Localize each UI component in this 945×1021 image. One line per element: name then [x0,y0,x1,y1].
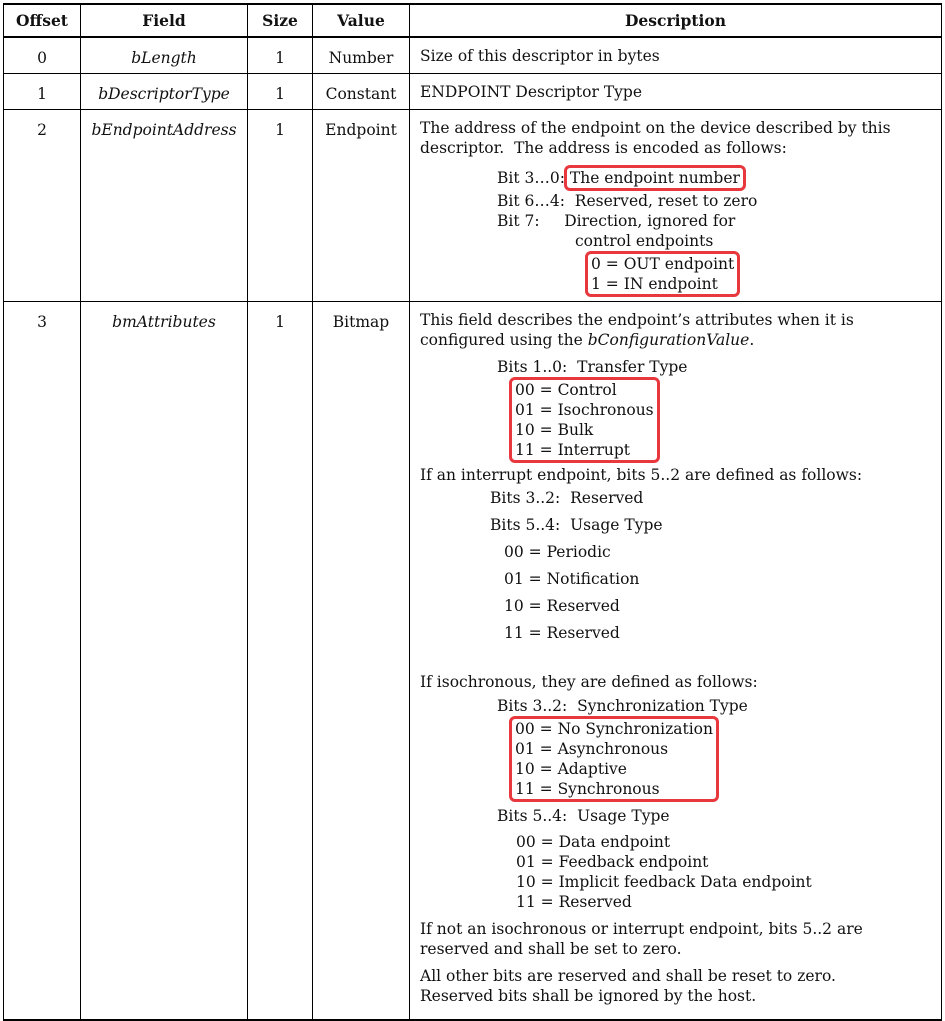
table-row [4,302,942,1021]
bit-6-4-line: Bit 6…4: Reserved, reset to zero [497,192,758,210]
sync-type-none: 00 = No Synchronization [515,720,713,738]
sync-type-async: 01 = Asynchronous [515,740,669,758]
bit-3-0-label: Bit 3…0: [497,169,570,187]
cell-field: bEndpointAddress [81,110,248,302]
header-size: Size [248,4,313,37]
transfer-type-highlight-box [509,377,660,463]
direction-in: 1 = IN endpoint [591,275,718,293]
cell-offset: 1 [4,74,81,110]
cell-size: 1 [248,74,313,110]
iso-usage-implicit: 10 = Implicit feedback Data endpoint [516,873,812,891]
header-offset: Offset [4,4,81,37]
interrupt-usage-reserved-10: 10 = Reserved [504,597,620,615]
isochronous-intro: If isochronous, they are defined as follows: [420,673,758,691]
cell-description [410,302,942,1021]
endpoint-descriptor-table [3,3,942,1021]
cell-offset: 0 [4,37,81,74]
other-endpoint-line-2: reserved and shall be set to zero. [420,940,682,958]
cell-size: 1 [248,302,313,1021]
iso-usage-feedback: 01 = Feedback endpoint [516,853,709,871]
header-field: Field [81,4,248,37]
direction-highlight-box [585,251,740,297]
iso-usage-heading: Bits 5..4: Usage Type [497,807,670,825]
cell-description [410,110,942,302]
cell-value: Constant [313,74,410,110]
interrupt-usage-periodic: 00 = Periodic [504,543,611,561]
endpoint-address-intro-line-2: descriptor. The address is encoded as follows: [420,139,787,157]
attributes-intro-line-2: configured using the bConfigurationValue. [420,331,755,349]
endpoint-address-intro-line-1: The address of the endpoint on the device described by this [420,119,891,137]
bit-7-line: Bit 7: Direction, ignored for [497,212,736,230]
endpoint-number-highlight: The endpoint number [564,165,746,191]
other-endpoint-line-1: If not an isochronous or interrupt endpoint, bits 5..2 are [420,920,863,938]
direction-out: 0 = OUT endpoint [591,255,735,273]
bit-3-0-line [420,165,931,191]
cell-field: bmAttributes [81,302,248,1021]
interrupt-bits-5-4: Bits 5..4: Usage Type [490,516,663,534]
header-value: Value [313,4,410,37]
iso-usage-reserved: 11 = Reserved [516,893,632,911]
transfer-type-bulk: 10 = Bulk [515,421,594,439]
interrupt-usage-reserved-11: 11 = Reserved [504,624,620,642]
interrupt-usage-notification: 01 = Notification [504,570,640,588]
sync-type-highlight-box [509,716,719,802]
cell-size: 1 [248,110,313,302]
header-description: Description [410,4,942,37]
table-row [4,110,942,302]
iso-usage-data: 00 = Data endpoint [516,833,671,851]
cell-description: ENDPOINT Descriptor Type [410,74,942,110]
table-row [4,37,942,74]
transfer-type-interrupt: 11 = Interrupt [515,441,631,459]
interrupt-intro: If an interrupt endpoint, bits 5..2 are defined as follows: [420,466,863,484]
cell-field: bLength [81,37,248,74]
cell-description: Size of this descriptor in bytes [410,37,942,74]
bit-7-line-2: control endpoints [575,232,714,250]
table-row [4,74,942,110]
cell-value: Bitmap [313,302,410,1021]
cell-field: bDescriptorType [81,74,248,110]
reserved-bits-line-2: Reserved bits shall be ignored by the host. [420,987,757,1005]
cell-offset: 2 [4,110,81,302]
config-value-term: bConfigurationValue [587,331,750,349]
cell-offset: 3 [4,302,81,1021]
cell-value: Number [313,37,410,74]
table-header-row [4,4,942,37]
sync-type-heading: Bits 3..2: Synchronization Type [497,697,748,715]
transfer-type-heading: Bits 1..0: Transfer Type [497,358,688,376]
cell-value: Endpoint [313,110,410,302]
interrupt-bits-3-2: Bits 3..2: Reserved [490,489,644,507]
attributes-intro-line-1: This field describes the endpoint’s attributes when it is [420,311,854,329]
reserved-bits-line-1: All other bits are reserved and shall be reset to zero. [420,967,836,985]
sync-type-adaptive: 10 = Adaptive [515,760,627,778]
sync-type-sync: 11 = Synchronous [515,780,660,798]
transfer-type-control: 00 = Control [515,381,617,399]
transfer-type-isochronous: 01 = Isochronous [515,401,654,419]
cell-size: 1 [248,37,313,74]
